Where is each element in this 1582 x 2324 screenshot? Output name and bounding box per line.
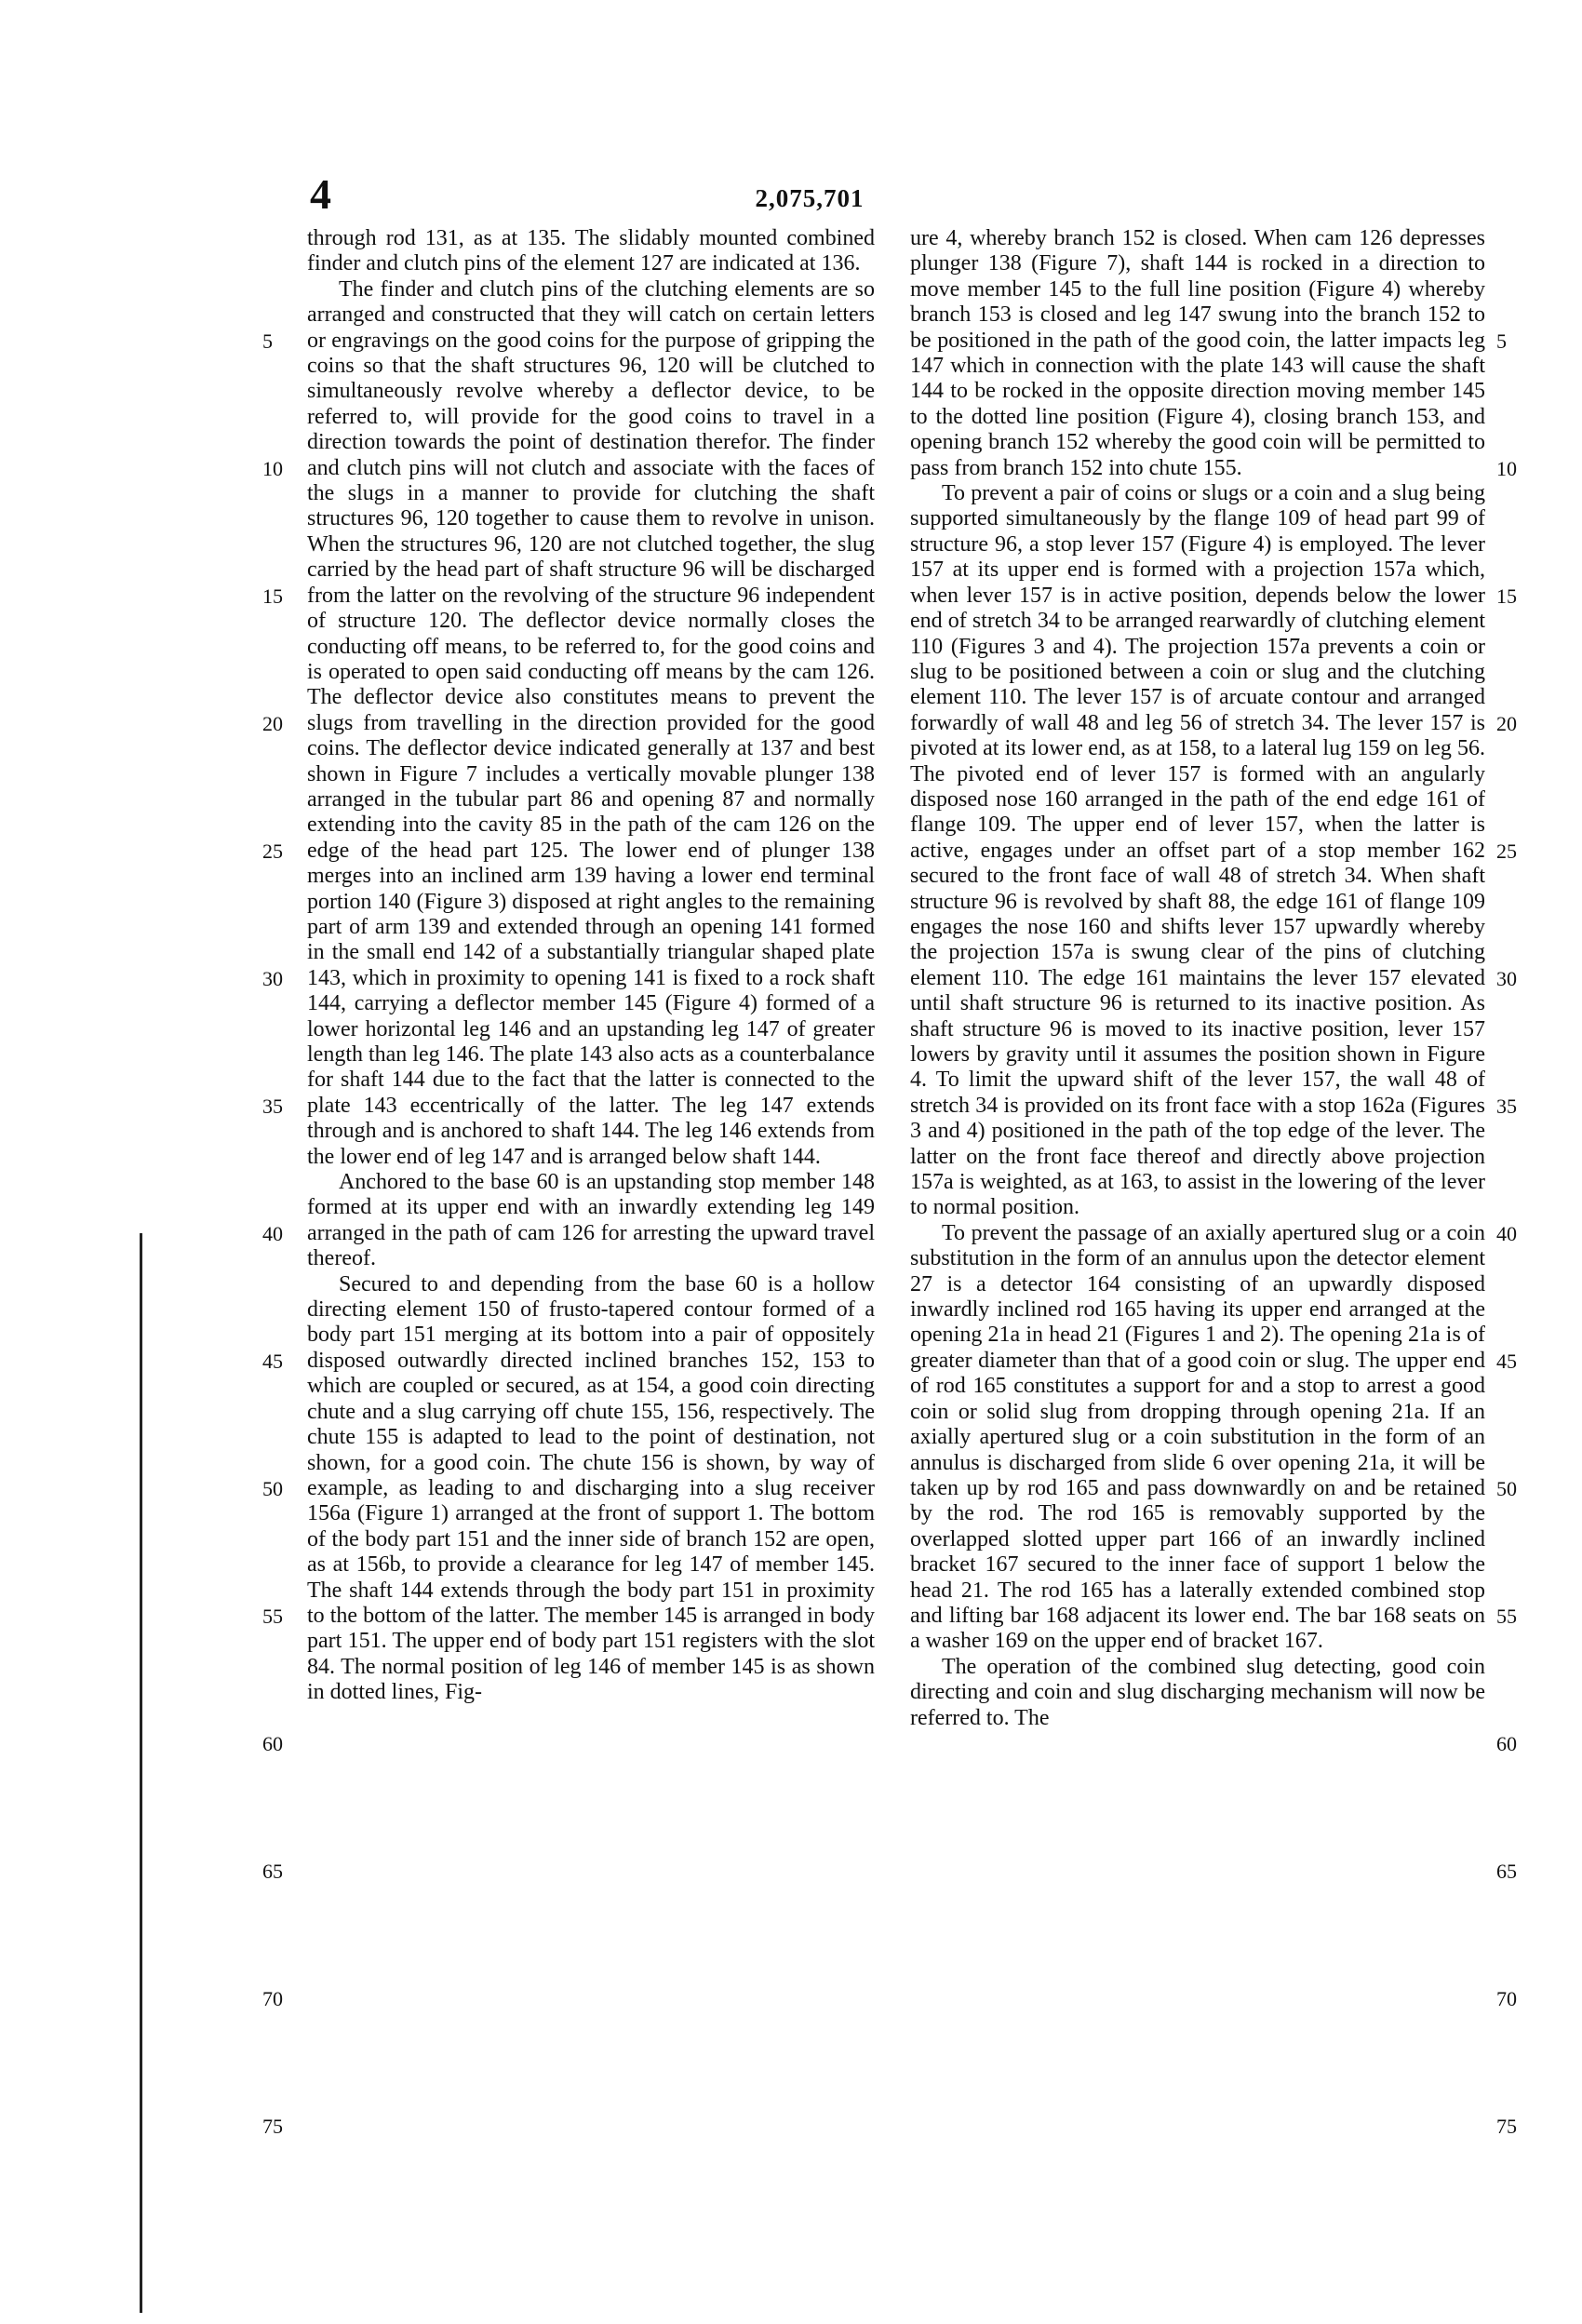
left-paragraph: Anchored to the base 60 is an upstanding stop member 148 formed at its upper end with an inwardly extending leg 149 arranged in the path of cam 126 for arresting the upward travel thereof. bbox=[307, 1170, 875, 1271]
line-number: 75 bbox=[262, 2114, 283, 2138]
right-paragraph: The operation of the combined slug detecting, good coin directing and coin and slug discharging mechanism will now be referred to. The bbox=[910, 1654, 1485, 1730]
line-number: 25 bbox=[262, 839, 283, 863]
line-number: 35 bbox=[1496, 1094, 1517, 1118]
line-number: 50 bbox=[262, 1476, 283, 1500]
line-number: 50 bbox=[1496, 1476, 1517, 1500]
line-number: 15 bbox=[1496, 584, 1517, 608]
line-number: 45 bbox=[262, 1349, 283, 1373]
line-number: 10 bbox=[1496, 456, 1517, 480]
line-number: 25 bbox=[1496, 839, 1517, 863]
patent-number: 2,075,701 bbox=[755, 184, 865, 212]
line-number: 10 bbox=[262, 456, 283, 480]
left-paragraph: The finder and clutch pins of the clutching elements are so arranged and constructed that they will catch on certain letters or engravings on the good coins for the purpose of gripping the coins so that the shaft structures 96, 120 will be clutched to simultaneously revolve whereby a deflector device, to be referred to, will provide for the good coins to travel in a direction towards the point of destination therefor. The finder and clutch pins will not clutch and associate with the faces of the slugs in a manner to provide for clutching the shaft structures 96, 120 together to cause them to revolve in unison. When the structures 96, 120 are not clutched together, the slug carried by the head part of shaft structure 96 will be discharged from the latter on the revolving of the structure 96 independent of structure 120. The deflector device normally closes the conducting off means, to be referred to, for the good coins and is operated to open said conducting off means by the cam 126. The deflector device also constitutes means to prevent the slugs from travelling in the direction provided for the good coins. The deflector device indicated generally at 137 and best shown in Figure 7 includes a vertically movable plunger 138 arranged in the tubular part 86 and opening 87 and normally extending into the cavity 85 in the path of the cam 126 on the edge of the head part 125. The lower end of plunger 138 merges into an inclined arm 139 having a lower end terminal portion 140 (Figure 3) disposed at right angles to the remaining part of arm 139 and extended through an opening 141 formed in the small end 142 of a substantially triangular shaped plate 143, which in proximity to opening 141 is fixed to a rock shaft 144, carrying a deflector member 145 (Figure 4) formed of a lower horizontal leg 146 and an upstanding leg 147 of greater length than leg 146. The plate 143 also acts as a counterbalance for shaft 144 due to the fact that the latter is connected to the plate 143 eccentrically of the latter. The leg 147 extends through and is anchored to shaft 144. The leg 146 extends from the lower end of leg 147 and is arranged below shaft 144. bbox=[307, 276, 876, 1169]
line-number: 55 bbox=[262, 1604, 283, 1628]
line-number: 30 bbox=[262, 966, 283, 990]
line-number: 30 bbox=[1496, 966, 1517, 990]
line-number: 70 bbox=[1496, 1986, 1517, 2010]
right-text-column bbox=[910, 226, 1485, 1731]
line-number: 5 bbox=[262, 329, 273, 353]
left-text-column bbox=[307, 226, 875, 1706]
line-number: 70 bbox=[262, 1986, 283, 2010]
left-paragraph: Secured to and depending from the base 60 is a hollow directing element 150 of frusto-tapered contour formed of a body part 151 merging at its bottom into a pair of oppositely disposed outwardly directed inclined branches 152, 153 to which are coupled or secured, as at 154, a good coin directing chute and a slug carrying off chute 155, 156, respectively. The chute 155 is adapted to lead to the point of destination, not shown, for a good coin. The chute 156 is shown, by way of example, as leading to and discharging into a slug receiver 156a (Figure 1) arranged at the front of support 1. The bottom of the body part 151 and the inner side of branch 152 are open, as at 156b, to provide a clearance for leg 147 of member 145. The shaft 144 extends through the body part 151 in proximity to the bottom of the latter. The member 145 is arranged in body part 151. The upper end of body part 151 registers with the slot 84. The normal position of leg 146 of member 145 is as shown in dotted lines, Fig- bbox=[307, 1271, 875, 1705]
line-number: 60 bbox=[1496, 1731, 1517, 1755]
line-number: 40 bbox=[1496, 1221, 1517, 1245]
line-number: 75 bbox=[1496, 2114, 1517, 2138]
right-paragraph: ure 4, whereby branch 152 is closed. When cam 126 depresses plunger 138 (Figure 7), shaft 144 is rocked in a direction to move member 145 to the full line position (Figure 4) whereby branch 153 is closed and leg 147 swung into the branch 152 to be positioned in the path of the good coin, the latter impacts leg 147 which in connection with the plate 143 will cause the shaft 144 to be rocked in the opposite direction moving member 145 to the dotted line position (Figure 4), closing branch 153, and opening branch 152 whereby the good coin will be permitted to pass from branch 152 into chute 155. bbox=[910, 226, 1485, 480]
left-paragraph: through rod 131, as at 135. The slidably mounted combined finder and clutch pins of the element 127 are indicated at 136. bbox=[307, 226, 875, 276]
line-number: 45 bbox=[1496, 1349, 1517, 1373]
line-number: 20 bbox=[1496, 711, 1517, 735]
page-number: 4 bbox=[310, 170, 331, 218]
line-number: 20 bbox=[262, 711, 283, 735]
line-number: 65 bbox=[262, 1859, 283, 1883]
line-number: 65 bbox=[1496, 1859, 1517, 1883]
right-paragraph: To prevent a pair of coins or slugs or a coin and a slug being supported simultaneously by the flange 109 of head part 99 of structure 96, a stop lever 157 (Figure 4) is employed. The lever 157 at its upper end is formed with a projection 157a which, when lever 157 is in active position, depends below the lower end of stretch 34 to be arranged rearwardly of clutching element 110 (Figures 3 and 4). The projection 157a prevents a coin or slug to be positioned between a coin or slug and the clutching element 110. The lever 157 is of arcuate contour and arranged forwardly of wall 48 and leg 56 of stretch 34. The lever 157 is pivoted at its lower end, as at 158, to a lateral lug 159 on leg 56. The pivoted end of lever 157 is formed with an angularly disposed nose 160 arranged in the path of the end edge 161 of flange 109. The upper end of lever 157, when the latter is active, engages under an offset part of a stop member 162 secured to the front face of wall 48 of stretch 34. When shaft structure 96 is revolved by shaft 88, the edge 161 of flange 109 engages the nose 160 and shifts lever 157 upwardly whereby the projection 157a is swung clear of the pins of clutching element 110. The edge 161 maintains the lever 157 elevated until shaft structure 96 is returned to its inactive position. As shaft structure 96 is moved to its inactive position, lever 157 lowers by gravity until it assumes the position shown in Figure 4. To limit the upward shift of the lever 157, the wall 48 of stretch 34 is provided on its front face with a stop 162a (Figures 3 and 4) positioned in the path of the top edge of the lever. The latter on the front face thereof and directly above projection 157a is weighted, as at 163, to assist in the lowering of the lever to normal position. bbox=[910, 481, 1485, 1220]
line-number: 60 bbox=[262, 1731, 283, 1755]
right-paragraph: To prevent the passage of an axially apertured slug or a coin substitution in the form of an annulus upon the detector element 27 is a detector 164 consisting of an upwardly disposed inwardly inclined rod 165 having its upper end arranged at the opening 21a in head 21 (Figures 1 and 2). The opening 21a is of greater diameter than that of a good coin or slug. The upper end of rod 165 constitutes a support for and a stop to arrest a good coin or solid slug from dropping through opening 21a. If an axially apertured slug or a coin substitution in the form of an annulus is discharged from slide 6 over opening 21a, it will be taken up by rod 165 and pass downwardly on and be retained by the rod. The rod 165 is removably supported by the overlapped slotted upper part 166 of an inwardly inclined bracket 167 secured to the inner face of support 1 below the head 21. The rod 165 has a laterally extended combined stop and lifting bar 168 adjacent its lower end. The bar 168 seats on a washer 169 on the upper end of bracket 167. bbox=[910, 1220, 1485, 1654]
left-margin-rule bbox=[140, 1233, 142, 2313]
line-number: 5 bbox=[1496, 329, 1507, 353]
line-number: 15 bbox=[262, 584, 283, 608]
line-number: 40 bbox=[262, 1221, 283, 1245]
line-number: 35 bbox=[262, 1094, 283, 1118]
line-number: 55 bbox=[1496, 1604, 1517, 1628]
